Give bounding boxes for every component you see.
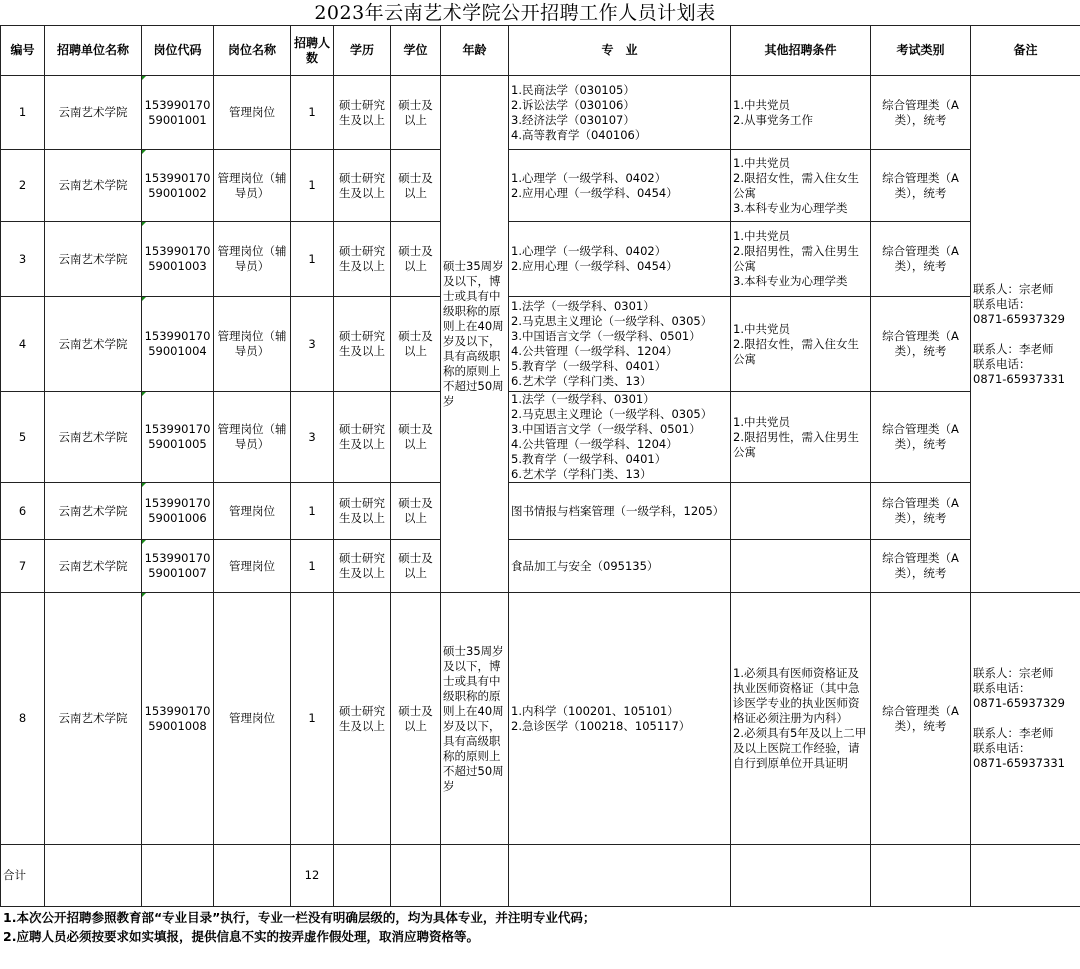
- education: 硕士研究生及以上: [334, 392, 391, 483]
- text-line: [973, 327, 1078, 342]
- text-line: 2.马克思主义理论（一级学科、0305）: [511, 407, 713, 421]
- text-line: 2.限招女性，需入住女生公寓: [733, 336, 859, 366]
- text-line: 4.公共管理（一级学科、1204）: [511, 344, 678, 358]
- text-line: 2.诉讼法学（030106）: [511, 97, 635, 112]
- column-header: 学历: [334, 26, 391, 76]
- column-header: 编号: [1, 26, 45, 76]
- text-line: 0871-65937329: [973, 696, 1065, 710]
- table-row: [1, 150, 1080, 222]
- position-code: 15399017059001003: [142, 222, 214, 297]
- column-header: 备注: [971, 26, 1080, 76]
- remarks: [971, 76, 1080, 593]
- other-conditions: [731, 222, 871, 297]
- text-line: 3.本科专业为心理学类: [733, 274, 848, 288]
- position-name: 管理岗位（辅导员）: [214, 150, 291, 222]
- text-line: 2.从事党务工作: [733, 112, 813, 127]
- position-code: 15399017059001005: [142, 392, 214, 483]
- hire-count: 1: [291, 76, 334, 150]
- empty-cell: [871, 845, 971, 907]
- position-code: 15399017059001004: [142, 297, 214, 392]
- hire-count: 1: [291, 540, 334, 593]
- column-header: 年龄: [441, 26, 509, 76]
- empty-cell: [441, 845, 509, 907]
- text-line: 1.必须具有医师资格证及执业医师资格证（其中急诊医学专业的执业医师资格证必须注册为内科）: [733, 666, 860, 725]
- text-line: 2.限招男性，需入住男生公寓: [733, 244, 859, 273]
- text-line: 联系人：李老师: [973, 726, 1054, 740]
- table-row: [1, 222, 1080, 297]
- unit-name: 云南艺术学院: [45, 540, 142, 593]
- text-line: 联系电话：: [973, 356, 1031, 371]
- text-line: 1.民商法学（030105）: [511, 82, 635, 97]
- hire-count: 1: [291, 483, 334, 540]
- major: [509, 297, 731, 392]
- degree: 硕士及以上: [391, 540, 441, 593]
- education: 硕士研究生及以上: [334, 540, 391, 593]
- text-line: 联系电话：: [973, 681, 1031, 695]
- text-line: 6.艺术学（学科门类、13）: [511, 467, 652, 481]
- table-row: [1, 483, 1080, 540]
- position-code: 15399017059001002: [142, 150, 214, 222]
- row-number: 2: [1, 150, 45, 222]
- position-name: 管理岗位: [214, 76, 291, 150]
- text-line: 3.本科专业为心理学类: [733, 200, 848, 215]
- other-conditions: [731, 540, 871, 593]
- hire-count: 1: [291, 593, 334, 845]
- text-line: 2.必须具有5年及以上二甲及以上医院工作经验，请自行到原单位开具证明: [733, 726, 867, 770]
- row-number: 7: [1, 540, 45, 593]
- major: [509, 222, 731, 297]
- text-line: 2.急诊医学（100218、105117）: [511, 718, 691, 733]
- degree: 硕士及以上: [391, 483, 441, 540]
- unit-name: 云南艺术学院: [45, 392, 142, 483]
- unit-name: 云南艺术学院: [45, 483, 142, 540]
- position-name: 管理岗位（辅导员）: [214, 222, 291, 297]
- text-line: [973, 711, 1078, 726]
- column-header: 招聘人数: [291, 26, 334, 76]
- age-requirement: 硕士35周岁及以下，博士或具有中级职称的原则上在40周岁及以下，具有高级职称的原则上不超过50周岁: [441, 76, 509, 593]
- total-count: 12: [291, 845, 334, 907]
- other-conditions: [731, 593, 871, 845]
- text-line: 1.中共党员: [733, 321, 790, 336]
- row-number: 4: [1, 297, 45, 392]
- unit-name: 云南艺术学院: [45, 150, 142, 222]
- exam-type: 综合管理类（A类），统考: [871, 150, 971, 222]
- unit-name: 云南艺术学院: [45, 222, 142, 297]
- remarks: [971, 593, 1080, 845]
- notes: [0, 908, 1080, 946]
- unit-name: 云南艺术学院: [45, 593, 142, 845]
- total-label: 合计: [1, 845, 45, 907]
- position-name: 管理岗位: [214, 593, 291, 845]
- hire-count: 1: [291, 150, 334, 222]
- degree: 硕士及以上: [391, 297, 441, 392]
- row-number: 6: [1, 483, 45, 540]
- other-conditions: [731, 76, 871, 150]
- degree: 硕士及以上: [391, 76, 441, 150]
- empty-cell: [731, 845, 871, 907]
- text-line: 食品加工与安全（095135）: [511, 558, 659, 573]
- exam-type: 综合管理类（A类），统考: [871, 222, 971, 297]
- text-line: 联系人：宗老师: [973, 666, 1054, 680]
- row-number: 8: [1, 593, 45, 845]
- text-line: 4.公共管理（一级学科、1204）: [511, 437, 678, 451]
- other-conditions: [731, 392, 871, 483]
- column-header: 考试类别: [871, 26, 971, 76]
- row-number: 1: [1, 76, 45, 150]
- text-line: 1.内科学（100201、105101）: [511, 703, 679, 718]
- major: [509, 593, 731, 845]
- exam-type: 综合管理类（A类），统考: [871, 76, 971, 150]
- table-row: [1, 540, 1080, 593]
- position-code: 15399017059001007: [142, 540, 214, 593]
- text-line: 4.高等教育学（040106）: [511, 127, 647, 142]
- text-line: 1.法学（一级学科、0301）: [511, 392, 655, 406]
- degree: 硕士及以上: [391, 593, 441, 845]
- table-row: [1, 392, 1080, 483]
- position-code: 15399017059001008: [142, 593, 214, 845]
- column-header: 专 业: [509, 26, 731, 76]
- education: 硕士研究生及以上: [334, 483, 391, 540]
- text-line: 1.中共党员: [733, 414, 790, 429]
- major: [509, 150, 731, 222]
- total-row: [1, 845, 1080, 907]
- text-line: 5.教育学（一级学科、0401）: [511, 359, 667, 373]
- exam-type: 综合管理类（A类），统考: [871, 593, 971, 845]
- degree: 硕士及以上: [391, 222, 441, 297]
- hire-count: 3: [291, 392, 334, 483]
- empty-cell: [391, 845, 441, 907]
- text-line: 联系人：李老师: [973, 341, 1054, 356]
- text-line: 1.中共党员: [733, 155, 790, 170]
- empty-cell: [334, 845, 391, 907]
- text-line: 5.教育学（一级学科、0401）: [511, 452, 667, 466]
- column-header: 学位: [391, 26, 441, 76]
- education: 硕士研究生及以上: [334, 222, 391, 297]
- table-row: [1, 297, 1080, 392]
- text-line: 0871-65937331: [973, 756, 1065, 770]
- table-row: [1, 593, 1080, 845]
- position-name: 管理岗位（辅导员）: [214, 392, 291, 483]
- unit-name: 云南艺术学院: [45, 297, 142, 392]
- recruitment-table: [0, 25, 1080, 907]
- other-conditions: [731, 483, 871, 540]
- text-line: 联系人：宗老师: [973, 281, 1054, 296]
- text-line: 3.中国语言文学（一级学科、0501）: [511, 329, 701, 343]
- position-name: 管理岗位（辅导员）: [214, 297, 291, 392]
- text-line: 6.艺术学（学科门类、13）: [511, 374, 652, 388]
- other-conditions: [731, 297, 871, 392]
- exam-type: 综合管理类（A类），统考: [871, 297, 971, 392]
- text-line: 2.马克思主义理论（一级学科、0305）: [511, 314, 713, 328]
- column-header: 其他招聘条件: [731, 26, 871, 76]
- position-name: 管理岗位: [214, 483, 291, 540]
- text-line: 0871-65937329: [973, 311, 1065, 326]
- education: 硕士研究生及以上: [334, 297, 391, 392]
- major: [509, 540, 731, 593]
- position-code: 15399017059001006: [142, 483, 214, 540]
- major: [509, 76, 731, 150]
- position-name: 管理岗位: [214, 540, 291, 593]
- text-line: 2.限招男性，需入住男生公寓: [733, 429, 859, 459]
- hire-count: 3: [291, 297, 334, 392]
- empty-cell: [214, 845, 291, 907]
- major: [509, 483, 731, 540]
- row-number: 5: [1, 392, 45, 483]
- text-line: 2.应用心理（一级学科、0454）: [511, 259, 678, 273]
- education: 硕士研究生及以上: [334, 593, 391, 845]
- text-line: 联系电话：: [973, 296, 1031, 311]
- text-line: 1.心理学（一级学科、0402）: [511, 170, 667, 185]
- empty-cell: [45, 845, 142, 907]
- row-number: 3: [1, 222, 45, 297]
- education: 硕士研究生及以上: [334, 150, 391, 222]
- empty-cell: [971, 845, 1080, 907]
- text-line: 1.中共党员: [733, 97, 790, 112]
- hire-count: 1: [291, 222, 334, 297]
- text-line: 1.心理学（一级学科、0402）: [511, 244, 667, 258]
- table-row: [1, 76, 1080, 150]
- column-header: 岗位名称: [214, 26, 291, 76]
- text-line: 图书情报与档案管理（一级学科，1205）: [511, 503, 725, 518]
- exam-type: 综合管理类（A类），统考: [871, 483, 971, 540]
- text-line: 1.中共党员: [733, 229, 790, 243]
- empty-cell: [142, 845, 214, 907]
- text-line: 1.法学（一级学科、0301）: [511, 299, 655, 313]
- empty-cell: [509, 845, 731, 907]
- note-1: 1.本次公开招聘参照教育部“专业目录”执行，专业一栏没有明确层级的，均为具体专业，并注明专业代码；: [3, 910, 596, 925]
- exam-type: 综合管理类（A类），统考: [871, 392, 971, 483]
- text-line: 联系电话：: [973, 741, 1031, 755]
- other-conditions: [731, 150, 871, 222]
- unit-name: 云南艺术学院: [45, 76, 142, 150]
- text-line: 3.中国语言文学（一级学科、0501）: [511, 422, 701, 436]
- position-code: 15399017059001001: [142, 76, 214, 150]
- education: 硕士研究生及以上: [334, 76, 391, 150]
- degree: 硕士及以上: [391, 392, 441, 483]
- degree: 硕士及以上: [391, 150, 441, 222]
- header-row: [1, 26, 1080, 76]
- page-title: 2023年云南艺术学院公开招聘工作人员计划表: [314, 2, 716, 24]
- column-header: 岗位代码: [142, 26, 214, 76]
- text-line: 0871-65937331: [973, 371, 1065, 386]
- major: [509, 392, 731, 483]
- text-line: 3.经济法学（030107）: [511, 112, 635, 127]
- age-requirement: 硕士35周岁及以下，博士或具有中级职称的原则上在40周岁及以下，具有高级职称的原则上不超过50周岁: [441, 593, 509, 845]
- text-line: 2.应用心理（一级学科、0454）: [511, 185, 678, 200]
- exam-type: 综合管理类（A类），统考: [871, 540, 971, 593]
- text-line: 2.限招女性，需入住女生公寓: [733, 170, 859, 200]
- note-2: 2.应聘人员必须按要求如实填报，提供信息不实的按弄虚作假处理，取消应聘资格等。: [3, 929, 479, 944]
- column-header: 招聘单位名称: [45, 26, 142, 76]
